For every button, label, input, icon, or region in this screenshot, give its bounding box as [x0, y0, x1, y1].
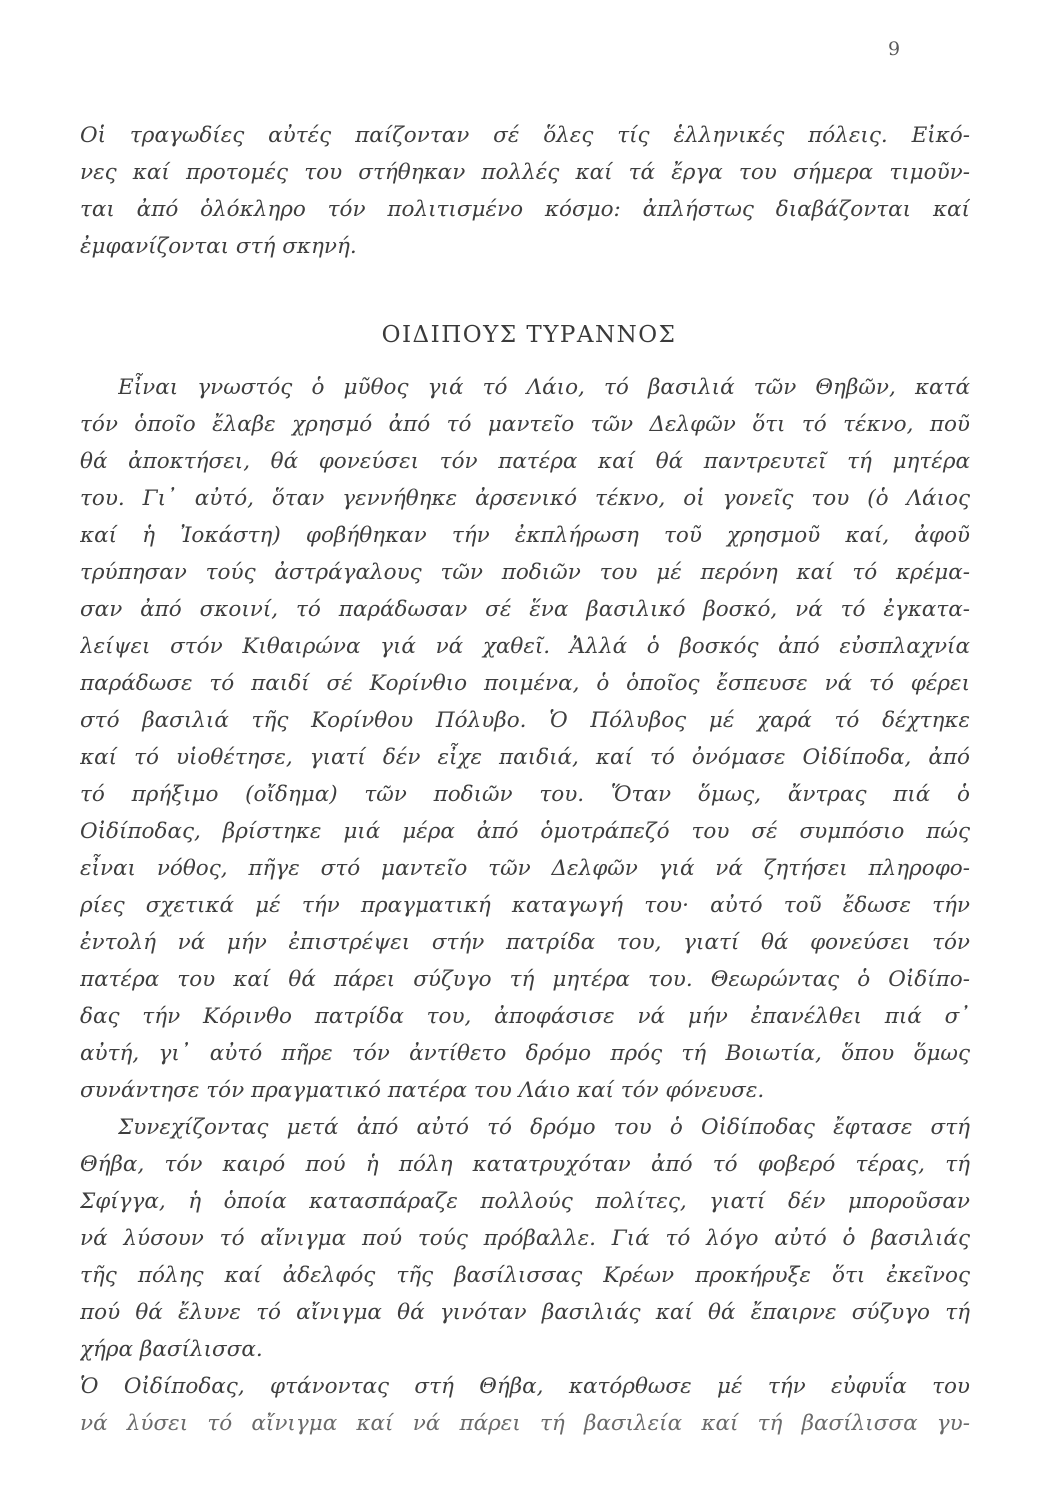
paragraph-line: Ὁ Οἰδίποδας, φτάνοντας στή Θήβα, κατόρθωσε μέ τήν εὐφυΐα του [80, 1374, 970, 1399]
intro-line: νες καί προτομές του στήθηκαν πολλές καί τά ἔργα του σήμερα τιμοῦν- [80, 160, 970, 185]
paragraph-line: σαν ἀπό σκοινί, τό παράδωσαν σέ ἕνα βασιλικό βοσκό, νά τό ἐγκατα- [80, 597, 970, 622]
paragraph-line: στό βασιλιά τῆς Κορίνθου Πόλυβο. Ὁ Πόλυβος μέ χαρά τό δέχτηκε [80, 708, 970, 733]
paragraph-line: παράδωσε τό παιδί σέ Κορίνθιο ποιμένα, ὁ ὁποῖος ἔσπευσε νά τό φέρει [80, 671, 970, 696]
paragraph-line: ρίες σχετικά μέ τήν πραγματική καταγωγή του· αὐτό τοῦ ἔδωσε τήν [80, 893, 970, 918]
paragraph-line: του. Γι᾽ αὐτό, ὅταν γεννήθηκε ἀρσενικό τέκνο, οἱ γονεῖς του (ὁ Λάιος [80, 486, 970, 511]
paragraph-line: Συνεχίζοντας μετά ἀπό αὐτό τό δρόμο του ὁ Οἰδίποδας ἔφτασε στή [118, 1115, 970, 1140]
section-heading: ΟΙΔΙΠΟΥΣ ΤΥΡΑΝΝΟΣ [381, 322, 677, 348]
paragraph-line: πού θά ἔλυνε τό αἴνιγμα θά γινόταν βασιλιάς καί θά ἔπαιρνε σύζυγο τή [80, 1300, 970, 1325]
paragraph-line: πατέρα του καί θά πάρει σύζυγο τή μητέρα του. Θεωρώντας ὁ Οἰδίπο- [80, 967, 970, 992]
paragraph-line: νά λύσουν τό αἴνιγμα πού τούς πρόβαλλε. Γιά τό λόγο αὐτό ὁ βασιλιάς [80, 1226, 970, 1251]
intro-line: ἐμφανίζονται στή σκηνή. [80, 234, 357, 259]
paragraph-line: τό πρήξιμο (οἴδημα) τῶν ποδιῶν του. Ὅταν ὅμως, ἄντρας πιά ὁ [80, 782, 970, 807]
paragraph-line: δας τήν Κόρινθο πατρίδα του, ἀποφάσισε νά μήν ἐπανέλθει πιά σ᾽ [80, 1004, 970, 1029]
paragraph-line: καί ἡ Ἰοκάστη) φοβήθηκαν τήν ἐκπλήρωση τοῦ χρησμοῦ καί, ἀφοῦ [80, 523, 970, 548]
paragraph-line: τρύπησαν τούς ἀστράγαλους τῶν ποδιῶν του μέ περόνη καί τό κρέμα- [80, 560, 970, 585]
paragraph-line: αὐτή, γι᾽ αὐτό πῆρε τόν ἀντίθετο δρόμο πρός τή Βοιωτία, ὅπου ὅμως [80, 1041, 970, 1066]
paragraph-line: Σφίγγα, ἡ ὁποία κατασπάραζε πολλούς πολίτες, γιατί δέν μποροῦσαν [80, 1189, 970, 1214]
paragraph-line: καί τό υἱοθέτησε, γιατί δέν εἶχε παιδιά, καί τό ὀνόμασε Οἰδίποδα, ἀπό [80, 745, 970, 770]
paragraph-line: εἶναι νόθος, πῆγε στό μαντεῖο τῶν Δελφῶν γιά νά ζητήσει πληροφο- [80, 856, 970, 881]
paragraph-line: νά λύσει τό αἴνιγμα καί νά πάρει τή βασιλεία καί τή βασίλισσα γυ- [80, 1411, 970, 1436]
paragraph-line: τῆς πόλης καί ἀδελφός τῆς βασίλισσας Κρέων προκήρυξε ὅτι ἐκεῖνος [80, 1263, 970, 1288]
paragraph-line: Οἰδίποδας, βρίστηκε μιά μέρα ἀπό ὁμοτράπεζό του σέ συμπόσιο πώς [80, 819, 970, 844]
paragraph-line: συνάντησε τόν πραγματικό πατέρα του Λάιο καί τόν φόνευσε. [80, 1078, 765, 1103]
paragraph-line: θά ἀποκτήσει, θά φονεύσει τόν πατέρα καί θά παντρευτεῖ τή μητέρα [80, 449, 970, 474]
page-number: 9 [887, 38, 901, 60]
paragraph-line: τόν ὁποῖο ἔλαβε χρησμό ἀπό τό μαντεῖο τῶν Δελφῶν ὅτι τό τέκνο, ποῦ [80, 412, 970, 437]
intro-line: Οἱ τραγωδίες αὐτές παίζονταν σέ ὅλες τίς ἑλληνικές πόλεις. Εἰκό- [80, 123, 970, 148]
paragraph-line: λείψει στόν Κιθαιρώνα γιά νά χαθεῖ. Ἀλλά ὁ βοσκός ἀπό εὐσπλαχνία [80, 634, 970, 659]
paragraph-line: χήρα βασίλισσα. [80, 1337, 263, 1362]
paragraph-line: ἐντολή νά μήν ἐπιστρέψει στήν πατρίδα του, γιατί θά φονεύσει τόν [80, 930, 970, 955]
paragraph-line: Θήβα, τόν καιρό πού ἡ πόλη κατατρυχόταν ἀπό τό φοβερό τέρας, τή [80, 1152, 970, 1177]
paragraph-line: Εἶναι γνωστός ὁ μῦθος γιά τό Λάιο, τό βασιλιά τῶν Θηβῶν, κατά [118, 375, 970, 400]
intro-line: ται ἀπό ὁλόκληρο τόν πολιτισμένο κόσμο: ἀπλήστως διαβάζονται καί [80, 197, 970, 222]
